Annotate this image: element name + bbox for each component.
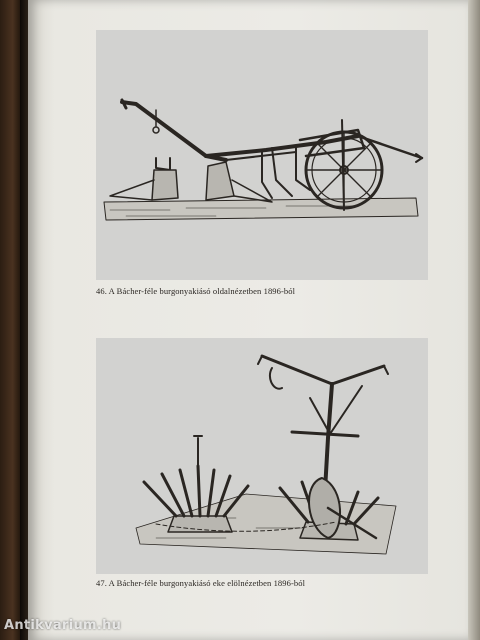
watermark-logo: Antikvarium.hu	[4, 618, 122, 633]
plough-front-view-illustration	[96, 338, 428, 574]
plough-side-view-illustration	[96, 30, 428, 280]
spine-edge	[20, 0, 28, 640]
page-right-edge	[468, 0, 480, 640]
figure-47-caption: 47. A Bácher-féle burgonyakiásó eke elölnézetben 1896-ból	[96, 578, 306, 588]
figure-46-caption: 46. A Bácher-féle burgonyakiásó oldalnézetben 1896-ból	[96, 286, 296, 296]
figure-46-plate	[96, 30, 428, 280]
figure-47-plate	[96, 338, 428, 574]
